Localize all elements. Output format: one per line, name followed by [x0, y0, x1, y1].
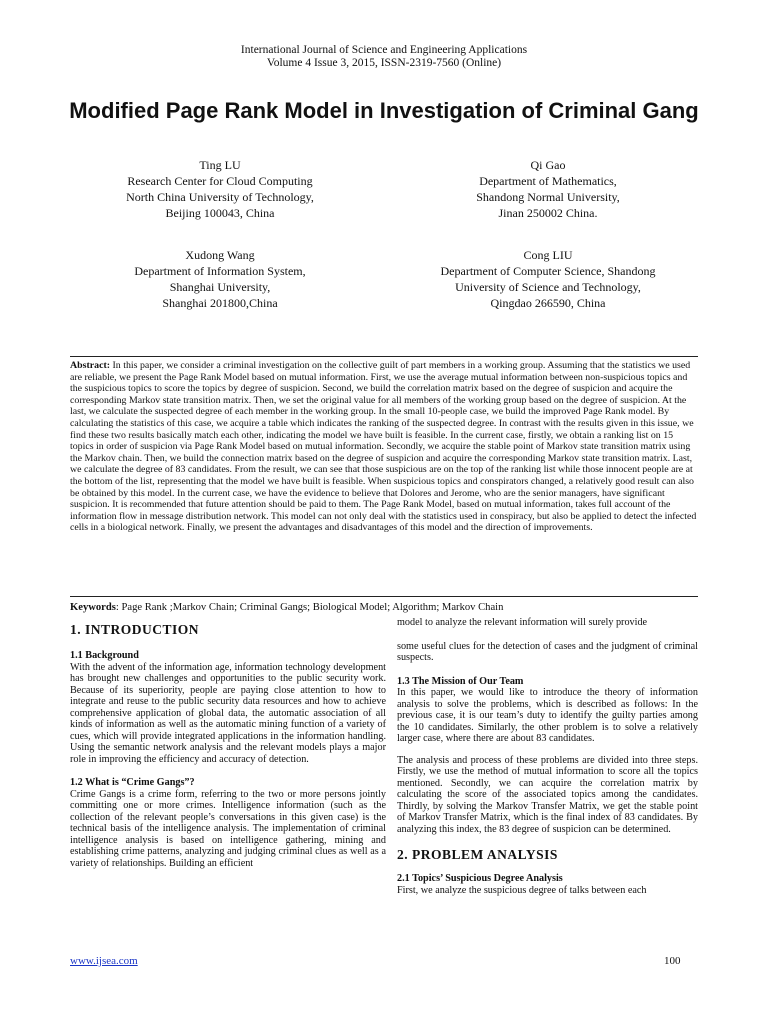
journal-name: International Journal of Science and Engineering Applications: [240, 44, 528, 56]
paragraph: The analysis and process of these problems are divided into three steps. Firstly, we use the method of mutual information to score all the topics mentioned. Secondly, we can acquire the correlation matrix by calculating the score of the associated topics among the candidates. Thirdly, by solving the Markov Transfer Matrix, we get the stable point of Markov Transfer Matrix, which is the final index of 83 candidates. By analyzing this index, the 83 degree of suspicion can be determined.: [397, 754, 698, 835]
author-affiliation: Research Center for Cloud Computing: [127, 174, 313, 188]
abstract-label: Abstract:: [70, 360, 111, 371]
abstract-text: In this paper, we consider a criminal investigation on the collective guilt of part members in a working group. Assuming that the statistics we used are reliable, we present the Page Rank Model based on mutual information. First, we use the average mutual information between non-suspicious topics and the suspicious topics to score the topics by degree of suspicion. Second, we build the correlation matrix based on the degree of suspicion and acquire the corresponding Markov state transition matrix. Then, we set the original value for all members of the working group based on the degree of suspicion. At the last, we calculate the suspected degree of each member in the working group. In the small 10-people case, we build the improved Page Rank model. By calculating the statistics of this case, we acquire a table which indicates the ranking of the suspected degree. In contrast with the results given in this issue, we find these two results basically match each other, indicating the model we have built is feasible. In the current case, firstly, we obtain a ranking list on 15 topics in order of suspicion via Page Rank Model based on mutual information. Secondly, we acquire the stable point of Markov state transition matrix using the Markov chain. Then, we build the connection matrix based on the degree of suspicion and acquire the corresponding Markov state transition matrix. Last, we calculate the degree of 83 candidates. From the result, we can see that those suspicious are on the top of the ranking list while those innocent people are at the bottom of the list, representing that the model we have built is feasible. When suspicious topics and conspirators changed, a relatively good result can also be obtained by this model. In the current case, we have the evidence to believe that Dolores and Jerome, who are the senior managers, have significant suspicion. It is recommended that future attention should be paid to them. The Page Rank Model, based on mutual information, takes full account of the information flow in message distribution network. This model can not only deal with the statistics used in conspiracy, but also be applied to detect the infected cells in a biological network. Finally, we present the advantages and disadvantages of this model and the direction of improvements.: [70, 360, 697, 534]
author-affiliation: Department of Information System,: [134, 264, 306, 278]
keywords-text: : Page Rank ;Markov Chain; Criminal Gangs; Biological Model; Algorithm; Markov Chain: [115, 602, 504, 613]
paragraph: In this paper, we would like to introduce the theory of information analysis to solve the problems, which is described as follows: In the previous case, it is our team’s duty to identify the guilty parties among the 10 candidates. Similarly, the other problem is to solve a relatively larger case, where there are about 83 candidates.: [397, 687, 698, 744]
abstract-top-rule: [70, 356, 698, 357]
author-affiliation: University of Science and Technology,: [455, 280, 641, 294]
paragraph: With the advent of the information age, information technology development has brought new challenges and opportunities to the public security work. Because of its superiority, people are paying close attention to how to integrate and reuse to the public security data resources and how to achieve comprehensive application of global data, the automatic association of all kinds of information as well as the automatic mining function of a variety of cues, which will provide integrated applications in the information handling. Using the semantic network analysis and the relevant models plays a major role in improving the efficiency and accuracy of detection.: [70, 661, 386, 765]
abstract-bottom-rule: [70, 596, 698, 597]
subsection-heading: 1.3 The Mission of Our Team: [397, 675, 524, 687]
journal-header: [0, 44, 768, 70]
paper-title: Modified Page Rank Model in Investigation of Criminal Gang: [69, 98, 699, 123]
author-name: Ting LU: [199, 158, 241, 172]
author-affiliation: Department of Mathematics,: [479, 174, 617, 188]
author-block: [418, 247, 678, 311]
author-name: Cong LIU: [523, 248, 573, 262]
author-affiliation: Qingdao 266590, China: [490, 296, 606, 310]
author-affiliation: Shandong Normal University,: [476, 190, 620, 204]
journal-volume: Volume 4 Issue 3, 2015, ISSN-2319-7560 (Online): [266, 57, 502, 69]
page-number: 100: [664, 955, 681, 967]
keywords: [70, 601, 698, 614]
paragraph: some useful clues for the detection of cases and the judgment of criminal suspects.: [397, 640, 698, 663]
author-name: Qi Gao: [530, 158, 566, 172]
paragraph: First, we analyze the suspicious degree of talks between each: [397, 884, 647, 896]
author-affiliation: Shanghai 201800,China: [162, 296, 278, 310]
author-block: [90, 247, 350, 311]
paragraph: model to analyze the relevant information will surely provide: [397, 617, 648, 628]
journal-website-link[interactable]: www.ijsea.com: [70, 955, 138, 967]
right-column: [397, 617, 698, 896]
author-affiliation: Jinan 250002 China.: [498, 206, 598, 220]
author-block: [90, 157, 350, 221]
author-affiliation: Department of Computer Science, Shandong: [440, 264, 656, 278]
section-heading: 2. PROBLEM ANALYSIS: [397, 847, 558, 862]
subsection-heading: 2.1 Topics’ Suspicious Degree Analysis: [397, 873, 563, 884]
paragraph: Crime Gangs is a crime form, referring to the two or more persons jointly committing one or more crimes. Intelligence information (such as the collection of the relevant people’s conversations in this given case) is the technical basis of the intelligence analysis. The implementation of criminal intelligence analysis is based on intelligence gathering, mining and establishing crime patterns, analyzing and judging criminal clues as well as a variety of relationships. Building an efficient: [70, 788, 386, 869]
author-affiliation: Shanghai University,: [169, 280, 271, 294]
section-heading: 1. INTRODUCTION: [70, 622, 200, 637]
author-block: [418, 157, 678, 221]
abstract: [70, 360, 698, 534]
keywords-label: Keywords: [70, 602, 116, 613]
author-name: Xudong Wang: [185, 248, 255, 262]
author-affiliation: Beijing 100043, China: [165, 206, 275, 220]
subsection-heading: 1.1 Background: [70, 650, 139, 661]
author-affiliation: North China University of Technology,: [126, 190, 314, 204]
subsection-heading: 1.2 What is “Crime Gangs”?: [70, 777, 195, 788]
left-column: [70, 617, 386, 869]
